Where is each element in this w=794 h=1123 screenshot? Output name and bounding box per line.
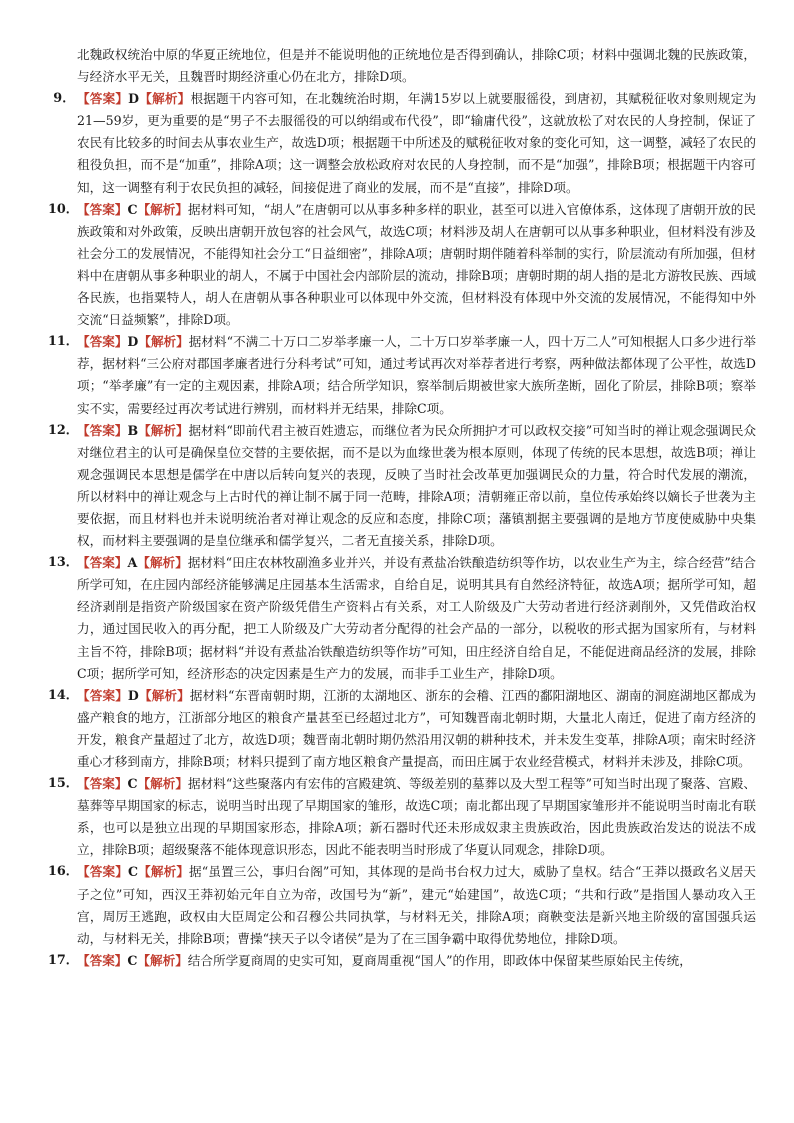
item-number: 15． [48,776,79,792]
analysis-tag: 【解析】 [137,555,188,571]
item-number: 17． [48,952,79,968]
answer-option: D [127,334,139,350]
answer-option: C [127,776,138,792]
analysis-tag: 【解析】 [138,334,189,350]
analysis-text: 根据题干内容可知，在北魏统治时期，年满15岁以上就要服徭役，到唐初，其赋税征收对象则规定为21—59岁，更为重要的是“男子不去服徭役的可以纳绢或布代役”，即“输庸代役”，这就放松了对农民的人身控制，保证了农民有比较多的时间去从事农业生产，故选D项；根据题干中所述及的赋税征收对象的变化可知，这一调整，减轻了农民的租役负担，而不是“加重”，排除A项；这一调整会放松政府对农民的人身控制，而不是“加强”，排除B项；根据题干内容可知，这一调整有利于农民负担的减轻，间接促进了商业的发展，而不是“直接”，排除D项。 [77,91,757,195]
answer-item [48,331,756,419]
answer-option: D [127,687,139,703]
answer-item [48,950,756,972]
answer-page [48,44,756,972]
analysis-text: 据材料“东晋南朝时期，江浙的太湖地区、浙东的会稽、江西的鄱阳湖地区、湖南的洞庭湖地区都成为盛产粮食的地方，江浙部分地区的粮食产量甚至已经超过北方”，可知魏晋南北朝时期，大量北人南迁，促进了南方经济的开发，粮食产量超过了北方，故选D项；魏晋南北朝时期仍然沿用汉朝的耕种技术，并未发生变革，排除A项；南宋时经济重心才移到南方，排除B项；材料只提到了南方地区粮食产量提高，而田庄属于农业经营模式，材料并未涉及，排除C项。 [77,687,757,769]
answer-tag: 【答案】 [77,555,128,571]
answer-option: D [128,91,140,107]
item-number: 16． [48,864,79,880]
item-number: 13． [48,555,79,571]
answer-item [48,88,756,198]
answer-option: C [127,201,138,217]
answer-tag: 【答案】 [77,776,128,792]
item-number: 10． [48,201,79,217]
answer-tag: 【答案】 [77,864,128,880]
answer-item [48,552,756,685]
item-number: 9． [53,91,75,107]
analysis-tag: 【解析】 [138,687,190,703]
answer-item [48,861,756,949]
analysis-text: 据材料“即前代君主被百姓遗忘，而继位者为民众所拥护才可以政权交接”可知当时的禅让观念强调民众对继位君主的认可是确保皇位交替的主要依据，而不是以为血缘世袭为根本原则，体现了传统的民本思想，故选B项；禅让观念强调民本思想是儒学在中唐以后转向复兴的表现，反映了当时社会改革更加强调民众的力量，符合时代发展的潮流，所以材料中的禅让观念与上古时代的禅让制不属于同一范畴，排除A项；清朝雍正帝以前，皇位传承始终以嫡长子世袭为主要依据，而且材料也并未说明统治者对禅让观念的反应和态度，排除C项；藩镇割据主要强调的是地方节度使威胁中央集权，而材料主要强调的是皇位继承和儒学复兴，二者无直接关系，排除D项。 [77,422,757,549]
analysis-text: 据材料“这些聚落内有宏伟的宫殿建筑、等级差别的墓葬以及大型工程等”可知当时出现了聚落、宫殿、墓葬等早期国家的标志，说明当时出现了早期国家的雏形，故选C项；南北都出现了早期国家雏形并不能说明当时南北有联系，也可以是独立出现的早期国家形态，排除A项；新石器时代还未形成奴隶主贵族政治，因此贵族政治发达的说法不成立，排除B项；超级聚落不能体现意识形态，因此不能表明当时形成了华夏认同观念，排除D项。 [77,776,757,858]
analysis-text: 据材料“不满二十万口二岁举孝廉一人，二十万口岁举孝廉一人，四十万二人”可知根据人口多少进行举荐，据材料“三公府对郡国孝廉者进行分科考试”可知，通过考试再次对举荐者进行考察，两种做法都体现了公平性，故选D项；“举孝廉”有一定的主观因素，排除A项；结合所学知识，察举制后期被世家大族所垄断，固化了阶层，排除B项；察举实不实，需要经过再次考试进行辨别，而材料并无结果，排除C项。 [77,334,757,416]
answer-option: C [127,864,138,880]
analysis-tag: 【解析】 [137,864,190,880]
answer-item [48,199,756,332]
analysis-tag: 【解析】 [137,776,189,792]
answer-tag: 【答案】 [77,334,128,350]
answer-list [48,88,756,972]
analysis-text: 据材料“田庄农林牧副渔多业并兴，并设有煮盐冶铁酿造纺织等作坊，以农业生产为主，综合经营”结合所学可知，在庄园内部经济能够满足庄园基本生活需求，自给自足，说明其具有自然经济特征，故选A项；据所学可知，超经济剥削是指资产阶级国家在资产阶级凭借生产资料占有关系，对工人阶级及广大劳动者进行经济剥削外，又凭借政治权力，通过国民收入的再分配，把工人阶级及广大劳动者分配得的社会产品的一部分，以税收的形式据为国家所有，与材料主旨不符，排除B项；据材料“并设有煮盐冶铁酿造纺织等作坊”可知，田庄经济自给自足，不能促进商品经济的发展，排除C项；据所学可知，经济形态的决定因素是生产力的发展，而非手工业生产，排除D项。 [77,555,757,681]
answer-tag: 【答案】 [77,422,128,438]
answer-option: C [127,952,138,968]
lead-paragraph: 北魏政权统治中原的华夏正统地位，但是并不能说明他的正统地位是否得到确认，排除C项；材料中强调北魏的民族政策，与经济水平无关，且魏晋时期经济重心仍在北方，排除D项。 [77,47,756,85]
answer-item [48,773,756,861]
item-number: 14． [48,687,79,703]
item-number: 12． [48,422,79,438]
answer-option: B [127,422,139,438]
analysis-tag: 【解析】 [138,422,189,438]
answer-item [48,420,756,553]
analysis-text: 据材料可知，“胡人”在唐朝可以从事多种多样的职业，甚至可以进入官僚体系，这体现了唐朝开放的民族政策和对外政策，反映出唐朝开放包容的社会风气，故选C项；材料涉及胡人在唐朝可以从事多种职业，但材料没有涉及社会分工的发展情况，不能得知社会分工“日益细密”，排除A项；唐朝时期伴随着科举制的实行，阶层流动有所加强，但材料中在唐朝从事多种职业的胡人，不属于中国社会内部阶层的流动，排除B项；唐朝时期的胡人指的是北方游牧民族、西域各民族，也指粟特人，胡人在唐朝从事各种职业可以体现中外交流，但材料没有体现中外交流的发展情况，不能得知中外交流“日益频繁”，排除D项。 [77,201,757,328]
answer-item [48,685,756,773]
analysis-tag: 【解析】 [139,91,191,107]
answer-tag: 【答案】 [77,201,128,217]
analysis-tag: 【解析】 [137,201,189,217]
analysis-text: 结合所学夏商周的史实可知，夏商周重视“国人”的作用，即政体中保留某些原始民主传统， [187,952,692,968]
answer-tag: 【答案】 [77,687,128,703]
answer-option: A [127,555,138,571]
analysis-text: 据“虽置三公，事归台阁”可知，其体现的是尚书台权力过大，威胁了皇权。结合“王莽以摄政名义居天子之位”可知，西汉王莽初始元年自立为帝，改国号为“新”，建元“始建国”，故选C项；“共和行政”是指国人暴动攻入王宫，周厉王逃跑，政权由大臣周定公和召穆公共同执掌，与材料无关，排除A项；商鞅变法是新兴地主阶级的富国强兵运动，与材料无关，排除B项；曹操“挟天子以令诸侯”是为了在三国争霸中取得优势地位，排除D项。 [77,864,757,946]
answer-tag: 【答案】 [77,952,128,968]
analysis-tag: 【解析】 [137,952,188,968]
answer-tag: 【答案】 [77,91,129,107]
item-number: 11． [48,334,79,350]
